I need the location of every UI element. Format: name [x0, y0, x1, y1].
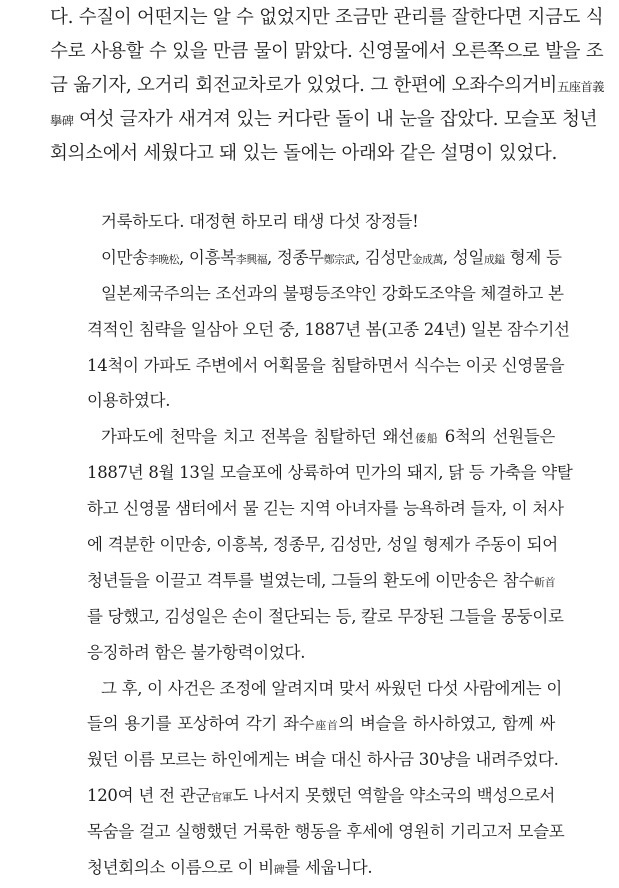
- hanja-gloss: 官軍: [211, 791, 233, 805]
- text-line: 이만송李晩松, 이흥복李興福, 정종무鄭宗武, 김성만金成萬, 성일成鎰 형제 등: [101, 247, 562, 267]
- text-line: 청년들을 이끌고 격투를 벌였는데, 그들의 환도에 이만송은 참수斬首: [87, 570, 555, 590]
- hanja-gloss: 金成萬: [411, 252, 443, 266]
- text-line: 14척이 가파도 주변에서 어획물을 침탈하면서 식수는 이곳 신영물을: [87, 355, 565, 375]
- hanja-gloss: 李晩松: [147, 252, 180, 266]
- monument-inscription: [87, 204, 573, 886]
- hanja-gloss: 鄭宗武: [323, 252, 355, 266]
- text-line: 120여 년 전 관군官軍도 나서지 못했던 역할을 약소국의 백성으로서: [87, 786, 556, 806]
- hanja-gloss: 斬首: [534, 575, 555, 589]
- text-line: 거룩하도다. 대정현 하모리 태생 다섯 장정들!: [101, 212, 419, 231]
- hanja-gloss: 五座首義: [557, 80, 604, 94]
- text-line: 수로 사용할 수 있을 만큼 물이 맑았다. 신영물에서 오른쪽으로 발을 조: [50, 41, 604, 62]
- text-line: 목숨을 걸고 실행했던 거룩한 행동을 후세에 영원히 기리고저 모슬포: [87, 822, 565, 842]
- hanja-gloss: 成鎰: [484, 252, 505, 266]
- text-line: 에 격분한 이만송, 이흥복, 정종무, 김성만, 성일 형제가 주동이 되어: [87, 535, 558, 555]
- hanja-gloss: 李興福: [235, 252, 267, 266]
- text-line: 1887년 8월 13일 모슬포에 상륙하여 민가의 돼지, 닭 등 가축을 약탈: [87, 463, 573, 483]
- text-line: 회의소에서 세웠다고 돼 있는 돌에는 아래와 같은 설명이 있었다.: [50, 143, 558, 164]
- hanja-gloss: 擧碑: [50, 114, 74, 128]
- text-line: 금 옮기자, 오거리 회전교차로가 있었다. 그 한편에 오좌수의거비五座首義: [50, 75, 604, 96]
- text-line: 다. 수질이 어떤지는 알 수 없었지만 조금만 관리를 잘한다면 지금도 식: [50, 7, 604, 28]
- hanja-gloss: 倭船: [413, 432, 439, 446]
- text-line: 그 후, 이 사건은 조정에 알려지며 맞서 싸웠던 다섯 사람에게는 이: [101, 678, 563, 698]
- text-line: 擧碑 여섯 글자가 새겨져 있는 커다란 돌이 내 눈을 잡았다. 모슬포 청년: [50, 109, 598, 130]
- text-line: 가파도에 천막을 치고 전복을 침탈하던 왜선倭船 6척의 선원들은: [101, 427, 556, 447]
- text-line: 를 당했고, 김성일은 손이 절단되는 등, 칼로 무장된 그들을 몽둥이로: [87, 606, 564, 626]
- text-line: 응징하려 함은 불가항력이었다.: [87, 642, 306, 662]
- main-paragraph: [50, 1, 604, 171]
- text-line: 들의 용기를 포상하여 각기 좌수座首의 벼슬을 하사하였고, 함께 싸: [87, 714, 555, 734]
- text-line: 일본제국주의는 조선과의 불평등조약인 강화도조약을 체결하고 본: [101, 283, 564, 303]
- text-line: 격적인 침략을 일삼아 오던 중, 1887년 봄(고종 24년) 일본 잠수기선: [87, 319, 570, 339]
- text-line: 웠던 이름 모르는 하인에게는 벼슬 대신 하사금 30냥을 내려주었다.: [87, 750, 559, 770]
- text-line: 이용하였다.: [87, 391, 171, 411]
- hanja-gloss: 碑: [273, 863, 285, 877]
- hanja-gloss: 座首: [314, 719, 339, 733]
- text-line: 하고 신영물 샘터에서 물 긷는 지역 아녀자를 능욕하려 들자, 이 처사: [87, 499, 564, 519]
- text-line: 청년회의소 이름으로 이 비碑를 세웁니다.: [87, 858, 373, 878]
